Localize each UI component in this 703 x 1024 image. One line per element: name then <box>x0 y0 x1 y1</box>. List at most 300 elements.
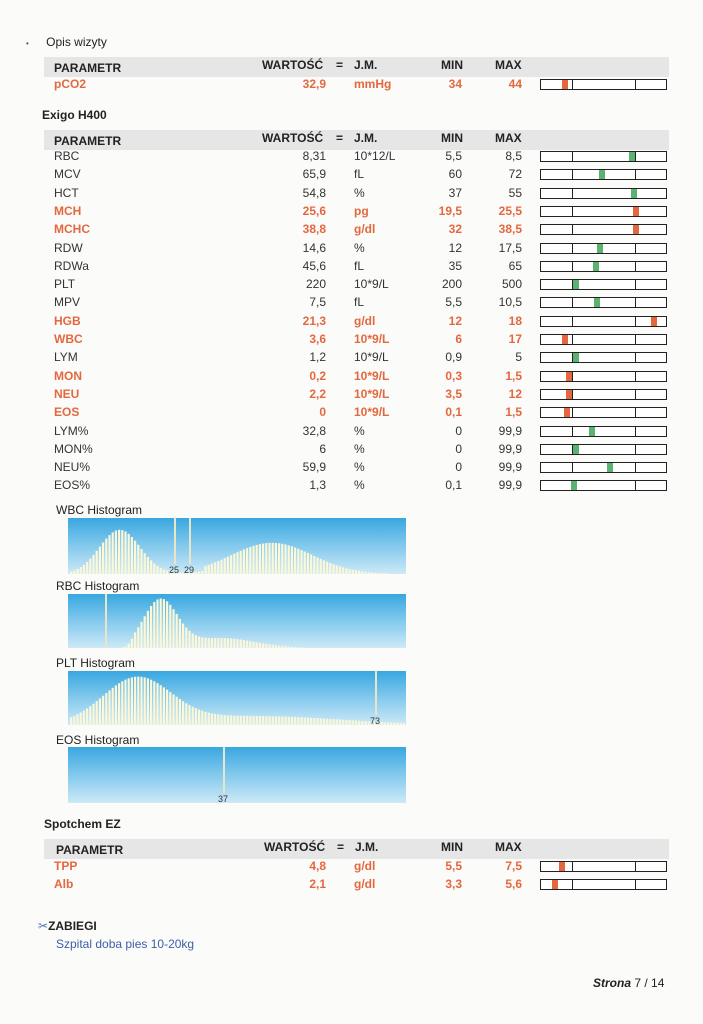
table-row <box>44 405 524 421</box>
histogram-bar <box>131 677 133 725</box>
histogram-bar <box>160 598 162 648</box>
rbc-histogram-plot <box>68 594 406 648</box>
histogram-bar <box>128 644 130 648</box>
histogram-threshold-label: 29 <box>184 565 195 574</box>
histogram-bar <box>153 681 155 725</box>
histogram-bar <box>80 713 82 725</box>
param-unit: % <box>354 185 365 200</box>
range-gauge <box>540 224 667 235</box>
gauge-marker <box>566 390 572 399</box>
histogram-bar <box>326 562 328 574</box>
histogram-bar <box>204 638 206 648</box>
gauge-divider <box>635 463 636 472</box>
param-unit: fL <box>354 167 365 182</box>
range-gauge <box>540 444 667 455</box>
gauge-divider <box>635 170 636 179</box>
param-unit: mmHg <box>354 77 392 91</box>
histogram-bar <box>198 710 200 725</box>
plt-histogram-plot <box>68 671 406 725</box>
histogram-bar <box>70 572 72 574</box>
histogram-bar <box>112 688 114 725</box>
histogram-bar <box>288 717 290 725</box>
gauge-divider <box>572 463 573 472</box>
histogram-bar <box>342 720 344 725</box>
param-max: 5 <box>515 350 522 365</box>
gauge-divider <box>635 80 636 89</box>
gauge-marker <box>571 481 577 490</box>
histogram-bar <box>384 722 386 725</box>
histogram-bar <box>169 692 171 725</box>
histogram-bar <box>400 723 402 725</box>
gauge-divider <box>635 372 636 381</box>
histogram-bar <box>262 716 264 725</box>
histogram-bar <box>336 565 338 574</box>
param-unit: % <box>354 240 365 255</box>
scissors-icon: ✂ <box>38 919 49 933</box>
visit-label: Opis wizyty <box>46 35 107 49</box>
col-unit: J.M. <box>354 58 378 72</box>
gauge-marker <box>651 317 657 326</box>
param-min: 0,3 <box>445 368 462 383</box>
param-min: 0,9 <box>445 350 462 365</box>
gauge-marker <box>573 353 579 362</box>
param-min: 0,1 <box>445 405 462 420</box>
histogram-bar <box>396 723 398 725</box>
page-number <box>593 976 664 990</box>
param-unit: g/dl <box>354 859 376 873</box>
histogram-bar <box>70 717 72 725</box>
param-unit: % <box>354 423 365 438</box>
param-value: 2,2 <box>309 386 326 401</box>
histogram-bar <box>380 573 382 574</box>
histogram-bar <box>220 560 222 574</box>
table-row <box>44 478 524 494</box>
histogram-bar <box>140 549 142 574</box>
param-min: 34 <box>448 77 462 91</box>
histogram-bar <box>262 643 264 648</box>
histogram-bar <box>342 567 344 574</box>
histogram-bar <box>134 677 136 725</box>
histogram-bar <box>230 715 232 725</box>
histogram-bar <box>185 628 187 648</box>
table-row <box>44 77 524 93</box>
gauge-marker <box>633 225 639 234</box>
gauge-divider <box>572 80 573 89</box>
param-max: 500 <box>501 277 522 292</box>
histogram-bar <box>214 714 216 725</box>
param-name: LYM% <box>54 423 89 438</box>
range-gauge <box>540 206 667 217</box>
histogram-bar <box>361 571 363 574</box>
page-total: / 14 <box>644 976 665 990</box>
histogram-bar <box>252 546 254 574</box>
histogram-bar <box>224 715 226 725</box>
param-value: 0 <box>319 405 326 420</box>
gauge-divider <box>572 152 573 161</box>
histogram-bar <box>179 619 181 648</box>
histogram-bar <box>208 565 210 574</box>
histogram-bar <box>352 720 354 725</box>
section-title-spotchem: Spotchem EZ <box>44 817 121 831</box>
param-unit: fL <box>354 295 365 310</box>
histogram-bar <box>227 557 229 574</box>
param-value: 220 <box>305 277 326 292</box>
histogram-bar <box>297 717 299 725</box>
param-max: 10,5 <box>498 295 522 310</box>
rbc-histogram <box>68 594 406 648</box>
histogram-bar <box>233 639 235 648</box>
histogram-bar <box>211 638 213 648</box>
histogram-bar <box>204 712 206 725</box>
histogram-bar <box>348 569 350 574</box>
param-max: 38,5 <box>498 222 522 237</box>
gauge-marker <box>629 152 635 161</box>
histogram-bar <box>144 553 146 574</box>
histogram-threshold-label: 37 <box>218 794 229 803</box>
param-value: 45,6 <box>302 258 326 273</box>
wbc-histogram-plot <box>68 518 406 574</box>
histogram-bar <box>288 545 290 574</box>
param-max: 65 <box>508 258 522 273</box>
param-name: RBC <box>54 149 80 163</box>
param-name: MCH <box>54 203 82 218</box>
param-min: 0 <box>455 423 462 438</box>
gauge-divider <box>572 298 573 307</box>
histogram-bar <box>163 599 165 648</box>
col-eq: = <box>336 58 344 72</box>
histogram-bar <box>96 551 98 574</box>
param-min: 5,5 <box>445 149 462 163</box>
gauge-divider <box>572 189 573 198</box>
gauge-divider <box>572 390 573 399</box>
range-gauge <box>540 169 667 180</box>
table-row <box>44 877 524 893</box>
histogram-bar <box>195 635 197 648</box>
histogram-bar <box>153 563 155 574</box>
histogram-bar <box>89 706 91 725</box>
param-name: MCV <box>54 167 81 182</box>
param-unit: 10*9/L <box>354 405 390 420</box>
histogram-bar <box>156 683 158 725</box>
col-value: WARTOŚĆ <box>262 58 324 72</box>
histogram-bar <box>256 545 258 574</box>
histogram-bar <box>76 714 78 725</box>
histogram-bar <box>294 647 296 648</box>
histogram-bar <box>176 697 178 725</box>
gauge-marker <box>562 80 568 89</box>
histogram-bar <box>121 681 123 725</box>
param-unit: 10*9/L <box>354 277 389 292</box>
param-unit: 10*9/L <box>354 368 390 383</box>
gauge-divider <box>635 335 636 344</box>
histogram-bar <box>265 716 267 725</box>
histogram-bar <box>313 718 315 725</box>
histogram-bar <box>182 701 184 725</box>
histogram-bar <box>249 641 251 648</box>
param-unit: % <box>354 460 365 475</box>
histogram-bar <box>89 559 91 574</box>
histogram-bar <box>115 685 117 725</box>
param-max: 1,5 <box>505 405 522 420</box>
eos-histogram <box>68 747 406 803</box>
histogram-bar <box>179 699 181 725</box>
histogram-title-plt: PLT Histogram <box>56 656 135 670</box>
histogram-bar <box>137 677 139 725</box>
col-param: PARAMETR <box>54 61 122 75</box>
histogram-bar <box>166 690 168 725</box>
histogram-bar <box>364 721 366 725</box>
range-gauge <box>540 297 667 308</box>
histogram-bar <box>281 716 283 725</box>
histogram-bar <box>268 543 270 574</box>
param-unit: fL <box>354 258 365 273</box>
param-name: NEU <box>54 386 80 401</box>
gauge-divider <box>572 427 573 436</box>
gauge-divider <box>635 317 636 326</box>
col-param: PARAMETR <box>54 134 122 148</box>
histogram-bar <box>355 721 357 725</box>
param-min: 35 <box>448 258 462 273</box>
histogram-bar <box>118 530 120 574</box>
histogram-bar <box>368 572 370 574</box>
histogram-bar <box>185 703 187 725</box>
gauge-marker <box>594 298 600 307</box>
gauge-divider <box>635 445 636 454</box>
gauge-divider <box>635 408 636 417</box>
histogram-bar <box>291 717 293 725</box>
gauge-marker <box>566 372 572 381</box>
param-name: EOS <box>54 405 80 420</box>
col-unit: J.M. <box>355 840 379 854</box>
histogram-bar <box>278 716 280 725</box>
col-max: MAX <box>495 840 522 854</box>
param-unit: pg <box>354 203 369 218</box>
table-row <box>44 859 524 875</box>
histogram-bar <box>217 714 219 725</box>
histogram-bar <box>201 571 203 574</box>
histogram-bar <box>227 715 229 725</box>
histogram-bar <box>227 638 229 648</box>
table-row <box>44 167 524 183</box>
range-gauge <box>540 861 667 872</box>
histogram-bar <box>262 544 264 574</box>
histogram-bar <box>300 647 302 648</box>
histogram-bar <box>236 639 238 648</box>
histogram-bar <box>105 693 107 725</box>
histogram-bar <box>230 638 232 648</box>
histogram-bar <box>198 636 200 648</box>
histogram-bar <box>294 548 296 574</box>
range-gauge <box>540 426 667 437</box>
histogram-bar <box>99 547 101 574</box>
table-row <box>44 295 524 311</box>
histogram-bar <box>284 545 286 574</box>
histogram-bar <box>73 570 75 574</box>
histogram-bar <box>355 570 357 574</box>
param-name: EOS% <box>54 478 91 493</box>
histogram-bar <box>281 544 283 574</box>
param-name: MON <box>54 368 82 383</box>
histogram-bar <box>211 564 213 574</box>
col-min: MIN <box>441 58 463 72</box>
histogram-title-rbc: RBC Histogram <box>56 579 140 593</box>
gauge-divider <box>635 262 636 271</box>
histogram-bar <box>329 563 331 574</box>
histogram-bar <box>169 605 171 648</box>
histogram-bar <box>160 568 162 574</box>
param-name: WBC <box>54 332 83 346</box>
range-gauge <box>540 261 667 272</box>
param-name: NEU% <box>54 460 91 475</box>
gauge-divider <box>635 862 636 871</box>
histogram-bar <box>102 696 104 725</box>
param-max: 99,9 <box>498 423 522 438</box>
table-row <box>44 277 524 293</box>
histogram-bar <box>220 715 222 725</box>
histogram-bar <box>348 720 350 725</box>
histogram-bar <box>294 717 296 725</box>
histogram-bar <box>166 601 168 648</box>
param-max: 72 <box>508 167 522 182</box>
param-value: 21,3 <box>302 313 326 328</box>
param-value: 7,5 <box>309 295 326 310</box>
param-value: 1,3 <box>309 478 326 493</box>
histogram-bar <box>275 645 277 648</box>
histogram-bar <box>188 705 190 725</box>
param-name: RDWa <box>54 258 89 273</box>
gauge-marker <box>633 207 639 216</box>
histogram-bar <box>364 572 366 574</box>
gauge-marker <box>559 862 565 871</box>
histogram-bar <box>163 687 165 725</box>
param-value: 14,6 <box>302 240 326 255</box>
histogram-bar <box>131 537 133 574</box>
page-label: Strona <box>593 976 632 990</box>
histogram-bar <box>102 543 104 574</box>
histogram-bar <box>345 568 347 574</box>
histogram-bar <box>259 643 261 648</box>
table-row <box>44 332 524 348</box>
histogram-bar <box>182 623 184 648</box>
param-min: 0,1 <box>445 478 462 493</box>
histogram-bar <box>147 678 149 725</box>
gauge-marker <box>564 408 570 417</box>
param-max: 8,5 <box>505 149 522 163</box>
gauge-divider <box>572 262 573 271</box>
table-row <box>44 460 524 476</box>
histogram-bar <box>310 718 312 725</box>
gauge-divider <box>572 335 573 344</box>
gauge-marker <box>597 244 603 253</box>
gauge-marker <box>631 189 637 198</box>
range-gauge <box>540 334 667 345</box>
param-min: 12 <box>448 313 462 328</box>
histogram-bar <box>384 573 386 574</box>
param-max: 12 <box>508 386 522 401</box>
histogram-bar <box>278 646 280 648</box>
histogram-bar <box>246 716 248 725</box>
histogram-bar <box>134 632 136 648</box>
param-min: 37 <box>448 185 462 200</box>
histogram-bar <box>249 716 251 725</box>
param-min: 32 <box>448 222 462 237</box>
histogram-bar <box>272 645 274 648</box>
histogram-bar <box>214 562 216 574</box>
table-row <box>44 259 524 275</box>
param-unit: % <box>354 441 365 456</box>
histogram-bar <box>172 694 174 725</box>
histogram-title-wbc: WBC Histogram <box>56 503 143 517</box>
histogram-bar <box>124 531 126 574</box>
gauge-divider <box>635 481 636 490</box>
col-eq: = <box>337 840 345 854</box>
param-name: MCHC <box>54 222 90 237</box>
histogram-bar <box>358 721 360 725</box>
param-unit: 10*9/L <box>354 350 389 365</box>
gauge-marker <box>607 463 613 472</box>
histogram-bar <box>166 571 168 574</box>
histogram-bar <box>214 638 216 648</box>
histogram-bar <box>131 639 133 648</box>
table-row <box>44 222 524 238</box>
gauge-divider <box>635 427 636 436</box>
gauge-divider <box>572 207 573 216</box>
gauge-divider <box>572 880 573 889</box>
param-name: pCO2 <box>54 77 87 91</box>
histogram-bar <box>256 642 258 648</box>
histogram-bar <box>172 609 174 648</box>
table-row <box>44 369 524 385</box>
param-name: HCT <box>54 185 79 200</box>
histogram-bar <box>153 602 155 648</box>
gauge-divider <box>572 225 573 234</box>
gauge-marker <box>589 427 595 436</box>
histogram-bar <box>137 545 139 574</box>
histogram-bar <box>86 562 88 574</box>
histogram-bar <box>323 560 325 574</box>
col-max: MAX <box>495 131 522 145</box>
param-value: 1,2 <box>309 350 326 365</box>
histogram-bar <box>332 719 334 725</box>
histogram-bar <box>265 543 267 574</box>
histogram-bar <box>188 631 190 648</box>
wbc-histogram <box>68 518 406 574</box>
table-row <box>44 387 524 403</box>
histogram-bar <box>380 722 382 725</box>
histogram-bar <box>326 719 328 725</box>
histogram-bar <box>307 553 309 574</box>
histogram-bar <box>304 552 306 574</box>
histogram-bar <box>252 716 254 725</box>
histogram-bar <box>124 646 126 648</box>
histogram-bar <box>73 716 75 725</box>
param-max: 55 <box>508 185 522 200</box>
range-gauge <box>540 151 667 162</box>
param-value: 65,9 <box>302 167 326 182</box>
histogram-bar <box>201 637 203 648</box>
histogram-bar <box>403 723 405 725</box>
param-value: 4,8 <box>309 859 326 873</box>
col-max: MAX <box>495 58 522 72</box>
table-row <box>44 241 524 257</box>
gauge-marker <box>562 335 568 344</box>
param-min: 12 <box>448 240 462 255</box>
histogram-bar <box>249 547 251 574</box>
gauge-divider <box>572 317 573 326</box>
histogram-bar <box>272 716 274 725</box>
param-value: 6 <box>319 441 326 456</box>
gauge-divider <box>572 372 573 381</box>
